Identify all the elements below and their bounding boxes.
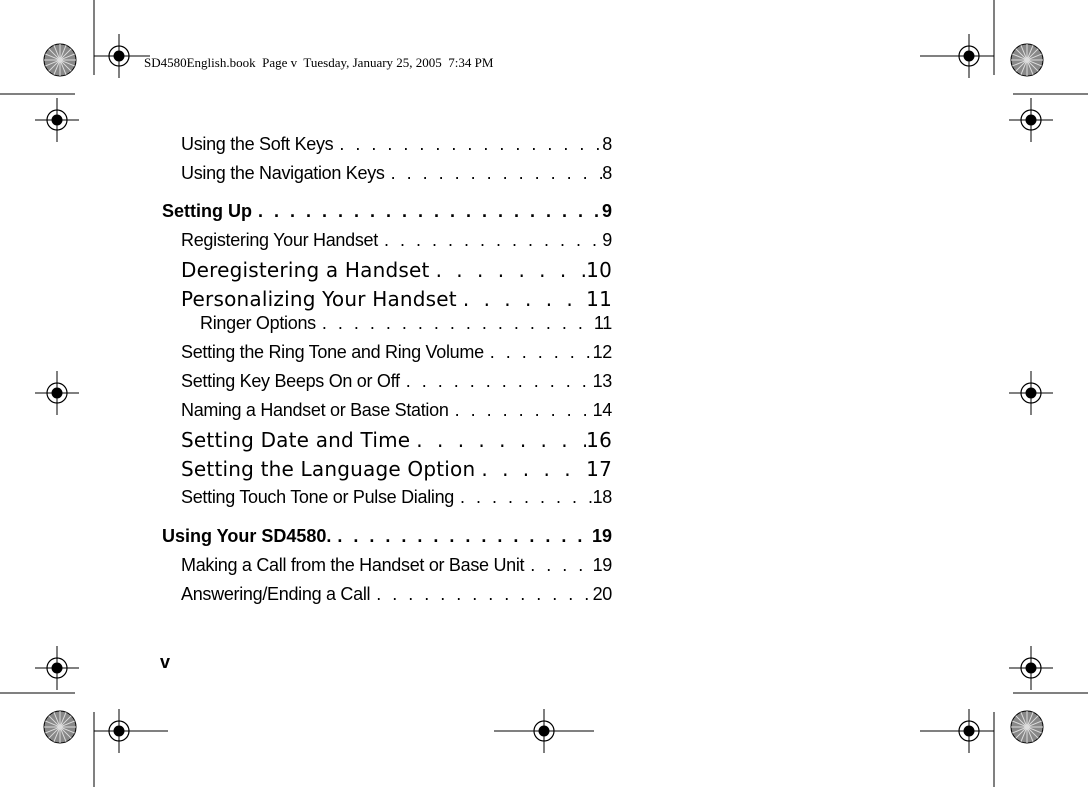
toc-entry[interactable] bbox=[181, 258, 612, 282]
toc-title: Using the Soft Keys bbox=[181, 134, 334, 154]
dot-leader bbox=[475, 457, 586, 481]
dot-leader bbox=[484, 342, 593, 363]
dot-leader bbox=[410, 428, 586, 452]
toc-entry[interactable] bbox=[181, 163, 612, 184]
dot-leader bbox=[457, 287, 586, 311]
toc-page-number: 9 bbox=[601, 201, 612, 221]
toc-entry[interactable] bbox=[181, 230, 612, 251]
toc-entry[interactable] bbox=[181, 487, 612, 508]
toc-title: Setting Date and Time bbox=[181, 428, 411, 452]
toc-entry[interactable] bbox=[181, 287, 612, 311]
toc-title: Setting the Ring Tone and Ring Volume bbox=[181, 342, 484, 362]
toc-page-number: 16 bbox=[586, 428, 612, 452]
dot-leader bbox=[370, 584, 592, 605]
toc-page-number: 9 bbox=[602, 230, 612, 250]
toc-title: Registering Your Handset bbox=[181, 230, 378, 250]
page-folio: v bbox=[160, 652, 171, 672]
toc-title: Using the Navigation Keys bbox=[181, 163, 385, 183]
dot-leader bbox=[449, 400, 593, 421]
toc-title: Setting Up bbox=[162, 201, 252, 221]
toc-page-number: 8 bbox=[602, 134, 612, 154]
dot-leader bbox=[400, 371, 593, 392]
dot-leader bbox=[333, 134, 602, 155]
dot-leader bbox=[378, 230, 602, 251]
toc-chapter[interactable] bbox=[162, 526, 612, 547]
dot-leader bbox=[524, 555, 592, 576]
toc-title: Setting Key Beeps On or Off bbox=[181, 371, 400, 391]
toc-page-number: 10 bbox=[586, 258, 612, 282]
toc-subentry[interactable] bbox=[200, 313, 612, 334]
dot-leader bbox=[385, 163, 603, 184]
toc-page-number: 13 bbox=[592, 371, 612, 391]
toc-page-number: 18 bbox=[592, 487, 612, 507]
toc-page-number: 8 bbox=[602, 163, 612, 183]
toc-title: Answering/Ending a Call bbox=[181, 584, 371, 604]
toc-title: Personalizing Your Handset bbox=[181, 287, 457, 311]
dot-leader bbox=[252, 201, 602, 222]
toc-page-number: 20 bbox=[592, 584, 612, 604]
dot-leader bbox=[331, 526, 592, 547]
toc-entry[interactable] bbox=[181, 457, 612, 481]
toc-page-number: 12 bbox=[592, 342, 612, 362]
toc-page-number: 17 bbox=[586, 457, 612, 481]
toc-entry[interactable] bbox=[181, 342, 612, 363]
toc-page-number: 11 bbox=[586, 287, 612, 311]
toc-page-number: 14 bbox=[592, 400, 612, 420]
toc-title: Making a Call from the Handset or Base Unit bbox=[181, 555, 525, 575]
toc-page-number: 19 bbox=[592, 555, 612, 575]
toc-entry[interactable] bbox=[181, 400, 612, 421]
toc-title: Setting Touch Tone or Pulse Dialing bbox=[181, 487, 455, 507]
toc-entry[interactable] bbox=[181, 584, 612, 605]
toc-entry[interactable] bbox=[181, 371, 612, 392]
toc-title: Ringer Options bbox=[200, 313, 316, 333]
toc-title: Setting the Language Option bbox=[181, 457, 476, 481]
toc-page-number: 11 bbox=[593, 313, 612, 333]
dot-leader bbox=[316, 313, 594, 334]
toc-title: Naming a Handset or Base Station bbox=[181, 400, 449, 420]
toc-chapter[interactable] bbox=[162, 201, 612, 222]
toc-entry[interactable] bbox=[181, 428, 612, 452]
toc-entry[interactable] bbox=[181, 134, 612, 155]
toc-title: Using Your SD4580. bbox=[162, 526, 332, 546]
toc-page-number: 19 bbox=[591, 526, 612, 546]
toc-entry[interactable] bbox=[181, 555, 612, 576]
toc-title: Deregistering a Handset bbox=[181, 258, 430, 282]
dot-leader bbox=[430, 258, 587, 282]
dot-leader bbox=[454, 487, 593, 508]
print-slug: SD4580English.book Page v Tuesday, January 25, 2005 7:34 PM bbox=[144, 55, 494, 70]
